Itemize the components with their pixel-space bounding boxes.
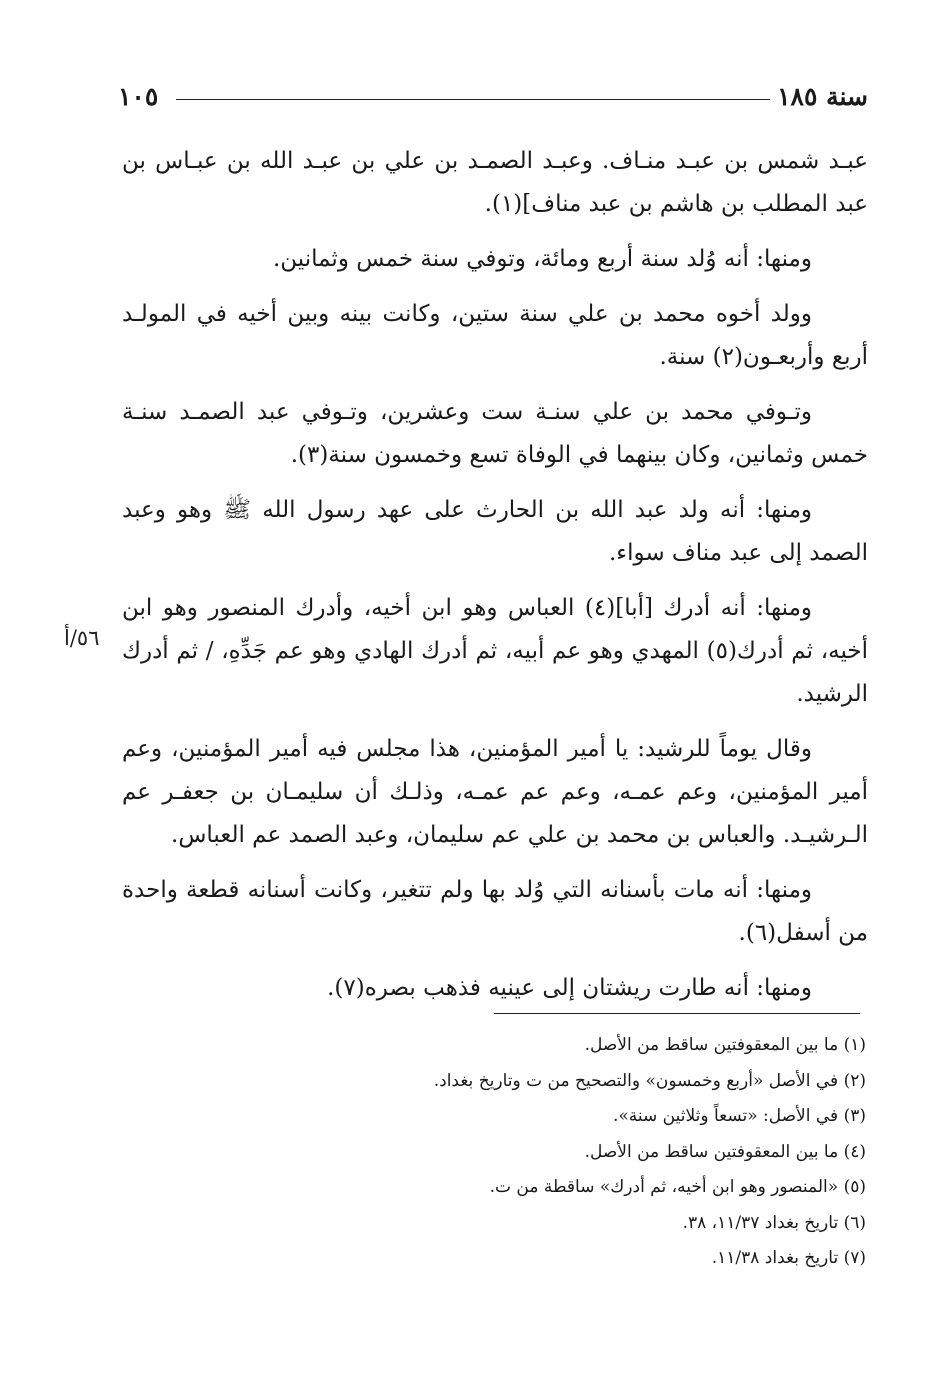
footnote: (٢) في الأصل «أربع وخمسون» والتصحيح من ت وتاريخ بغداد.	[433, 1070, 866, 1091]
page-header	[118, 82, 868, 116]
footnote: (١) ما بين المعقوفتين ساقط من الأصل.	[584, 1035, 866, 1055]
paragraph: ومنها: أنه وُلد سنة أربع ومائة، وتوفي سنة خمس وثمانين.	[272, 246, 812, 272]
paragraph: وتـوفي محمد بن علي سنـة ست وعشرين، وتـوفي عبد الصمـد سنـة خمس وثمانين، وكان بينهما في الوفاة تسع وخمسون سنة(٣).	[122, 399, 868, 468]
paragraph: عبـد شمس بن عبـد منـاف. وعبـد الصمـد بن علي بن عبـد الله بن عبـاس بن عبد المطلب بن هاشم بن عبد مناف](١).	[122, 148, 868, 217]
footnote: (٦) تاريخ بغداد ١١/٣٧، ٣٨.	[682, 1212, 866, 1233]
footnote-separator	[494, 1013, 860, 1014]
paragraph: وقال يوماً للرشيد: يا أمير المؤمنين، هذا مجلس فيه أمير المؤمنين، وعم أمير المؤمنين، وعم عمـه، وعم عم عمـه، وذلـك أن سليمـان بن جعفـر عم الـرشيـد. والعباس بن محمد بن علي عم سليمان، وعبد الصمد عم العباس.	[122, 736, 868, 848]
paragraph: ومنها: أنه ولد عبد الله بن الحارث على عهد رسول الله ﷺ وهو وعبد الصمد إلى عبد مناف سواء.	[122, 497, 868, 566]
main-text	[122, 140, 868, 1022]
footnote: (٣) في الأصل: «تسعاً وثلاثين سنة».	[612, 1106, 866, 1126]
paragraph: ومنها: أنه أدرك [أبا](٤) العباس وهو ابن أخيه، وأدرك المنصور وهو ابن أخيه، ثم أدرك(٥) المهدي وهو عم أبيه، ثم أدرك الهادي وهو عم جَدِّهِ، / ثم أدرك الرشيد.	[122, 595, 868, 707]
paragraph: ومنها: أنه مات بأسنانه التي وُلد بها ولم تتغير، وكانت أسنانه قطعة واحدة من أسفل(٦).	[122, 877, 868, 946]
footnote: (٤) ما بين المعقوفتين ساقط من الأصل.	[584, 1141, 866, 1162]
running-title: سنة ١٨٥	[777, 82, 868, 111]
footnote: (٧) تاريخ بغداد ١١/٣٨.	[711, 1248, 866, 1268]
manuscript-folio-marker: ٥٦/أ	[64, 626, 100, 650]
header-rule	[176, 99, 770, 100]
paragraph: ومنها: أنه طارت ريشتان إلى عينيه فذهب بصره(٧).	[327, 975, 812, 1001]
page-number: ١٠٥	[118, 82, 159, 111]
footnote: (٥) «المنصور وهو ابن أخيه، ثم أدرك» ساقطة من ت.	[489, 1177, 866, 1197]
paragraph: وولد أخوه محمد بن علي سنة ستين، وكانت بينه وبين أخيه في المولـد أربع وأربعـون(٢) سنة.	[122, 301, 868, 370]
footnotes	[122, 1028, 866, 1277]
